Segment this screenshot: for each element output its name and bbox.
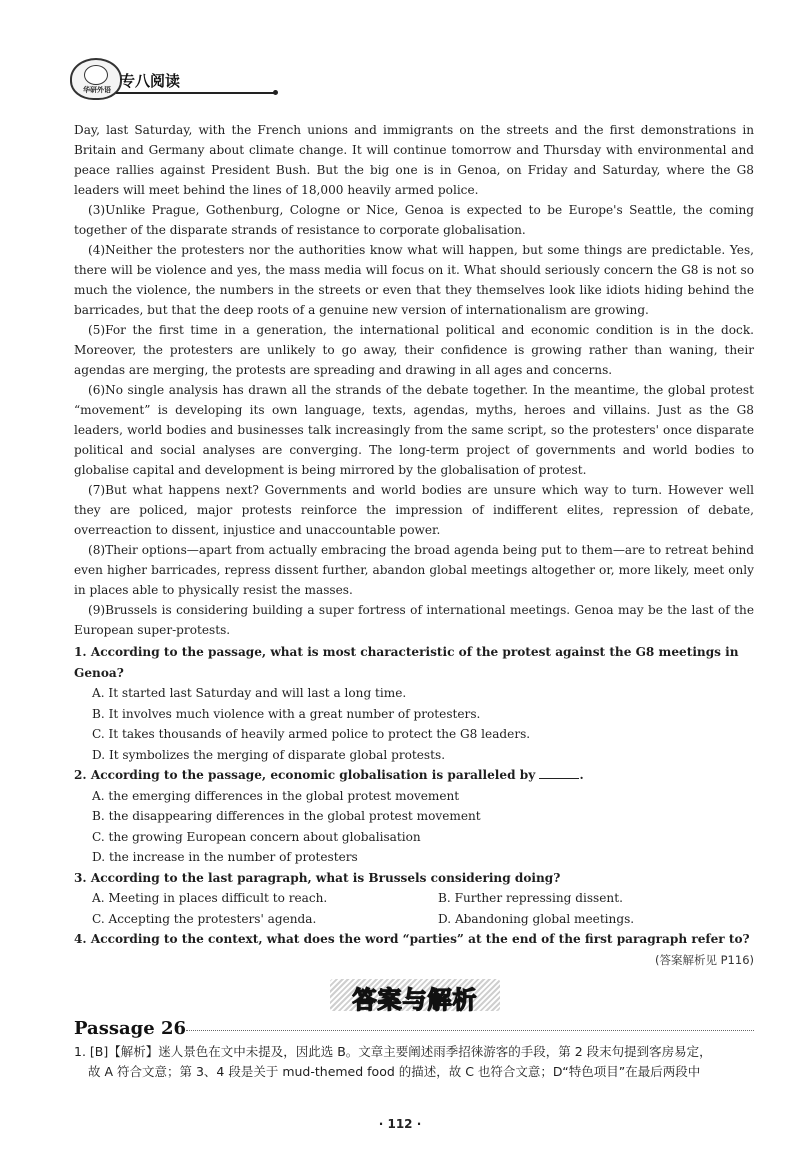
paragraph-9: (9)Brussels is considering building a super fortress of international meetings. Genoa may be the last of the European super-protests.	[74, 603, 754, 637]
option-d: D. It symbolizes the merging of disparate global protests.	[92, 747, 446, 762]
paragraph-5: (5)For the first time in a generation, the international political and economic condition is in the dock. Moreover, the protesters are unlikely to go away, their confidence is growing rather than waning, their agendas are merging, the protests are spreading and drawing in all ages and concerns.	[74, 323, 754, 377]
option-a: A. It started last Saturday and will last a long time.	[92, 686, 407, 700]
question-stem: 2. According to the passage, economic globalisation is paralleled by .	[74, 768, 584, 782]
answer-blank	[539, 766, 579, 779]
paragraph-3: (3)Unlike Prague, Gothenburg, Cologne or Nice, Genoa is expected to be Europe's Seattle, the coming together of the disparate strands of resistance to corporate globalisation.	[74, 203, 754, 237]
option-b: B. the disappearing differences in the global protest movement	[92, 809, 481, 823]
publisher-logo	[70, 58, 122, 100]
paragraph-8: (8)Their options—apart from actually embracing the broad agenda being put to them—are to retreat behind even higher barricades, repress dissent further, abandon global meetings altogether or, more likely, meet only in places able to physically resist the masses.	[74, 543, 754, 597]
banner-title: 答案与解析	[352, 986, 478, 1014]
explanation-line: 故 A 符合文意；第 3、4 段是关于 mud-themed food 的描述，故 C 也符合文意；D“特色项目”在最后两段中	[88, 1064, 701, 1079]
question-stem: 3. According to the last paragraph, what is Brussels considering doing?	[74, 870, 561, 885]
option-d: D. the increase in the number of protesters	[92, 850, 358, 864]
question-2	[74, 765, 754, 868]
paragraph-continued: Day, last Saturday, with the French unions and immigrants on the streets and the first demonstrations in Britain and Germany about climate change. It will continue tomorrow and Thursday with environmental and peace rallies against President Bush. But the big one is in Genoa, on Friday and Saturday, where the G8 leaders will meet behind the lines of 18,000 heavily armed police.	[74, 123, 754, 197]
passage-title: Passage 26	[74, 1018, 186, 1039]
passage-body	[74, 120, 754, 970]
option-b: B. It involves much violence with a great number of protesters.	[92, 706, 481, 721]
answer-reference: (答案解析见 P116)	[654, 952, 754, 967]
option-row	[92, 909, 754, 930]
paragraph-6: (6)No single analysis has drawn all the strands of the debate together. In the meantime, the global protest “movement” is developing its own language, texts, agendas, myths, heroes and villains. Just as the G8 leaders, world bodies and businesses talk increasingly from the same script, so the protesters' once disparate political and social analyses are converging. The long-term project of governments and world bodies to globalise capital and development is being mirrored by the globalisation of protest.	[74, 383, 754, 477]
header-rule	[116, 92, 274, 94]
option-a: A. the emerging differences in the global protest movement	[92, 788, 460, 803]
page-number: · 112 ·	[378, 1117, 422, 1131]
option-a: A. Meeting in places difficult to reach.	[92, 891, 328, 905]
option-c: C. Accepting the protesters' agenda.	[92, 911, 317, 926]
book-title: 专八阅读	[120, 72, 181, 90]
page-header	[70, 58, 210, 100]
logo-text: 华研外语	[83, 86, 111, 94]
option-d: D. Abandoning global meetings.	[438, 911, 635, 926]
option-b: B. Further repressing dissent.	[438, 891, 623, 905]
paragraph-4: (4)Neither the protesters nor the authorities know what will happen, but some things are predictable. Yes, there will be violence and yes, the mass media will focus on it. What should seriously concern the G8 is not so much the violence, the numbers in the streets or even that they themselves look like idiots hiding behind the barricades, but that the deep roots of a genuine new version of internationalism are growing.	[74, 243, 754, 317]
paragraph-7: (7)But what happens next? Governments and world bodies are unsure which way to turn. However well they are policed, major protests reinforce the impression of indifferent elites, repression of debate, overreaction to dissent, injustice and unaccountable power.	[74, 483, 754, 537]
answer-explanation	[74, 1042, 760, 1082]
answers-banner	[330, 975, 500, 1015]
mascot-icon	[84, 65, 108, 85]
passage-heading	[74, 1018, 754, 1042]
dotted-leader	[186, 1030, 754, 1031]
option-row	[92, 888, 754, 909]
option-c: C. the growing European concern about globalisation	[92, 829, 421, 844]
question-3	[74, 868, 754, 930]
question-4	[74, 929, 754, 950]
question-1	[74, 642, 754, 765]
question-stem: 1. According to the passage, what is most characteristic of the protest against the G8 meetings in Genoa?	[74, 645, 739, 680]
explanation-line: 1. [B]【解析】迷人景色在文中未提及，因此选 B。文章主要阐述雨季招徕游客的手段，第 2 段末句提到客房易定，	[74, 1044, 712, 1059]
question-stem: 4. According to the context, what does the word “parties” at the end of the first paragraph refer to?	[74, 932, 750, 946]
option-c: C. It takes thousands of heavily armed police to protect the G8 leaders.	[92, 727, 531, 741]
